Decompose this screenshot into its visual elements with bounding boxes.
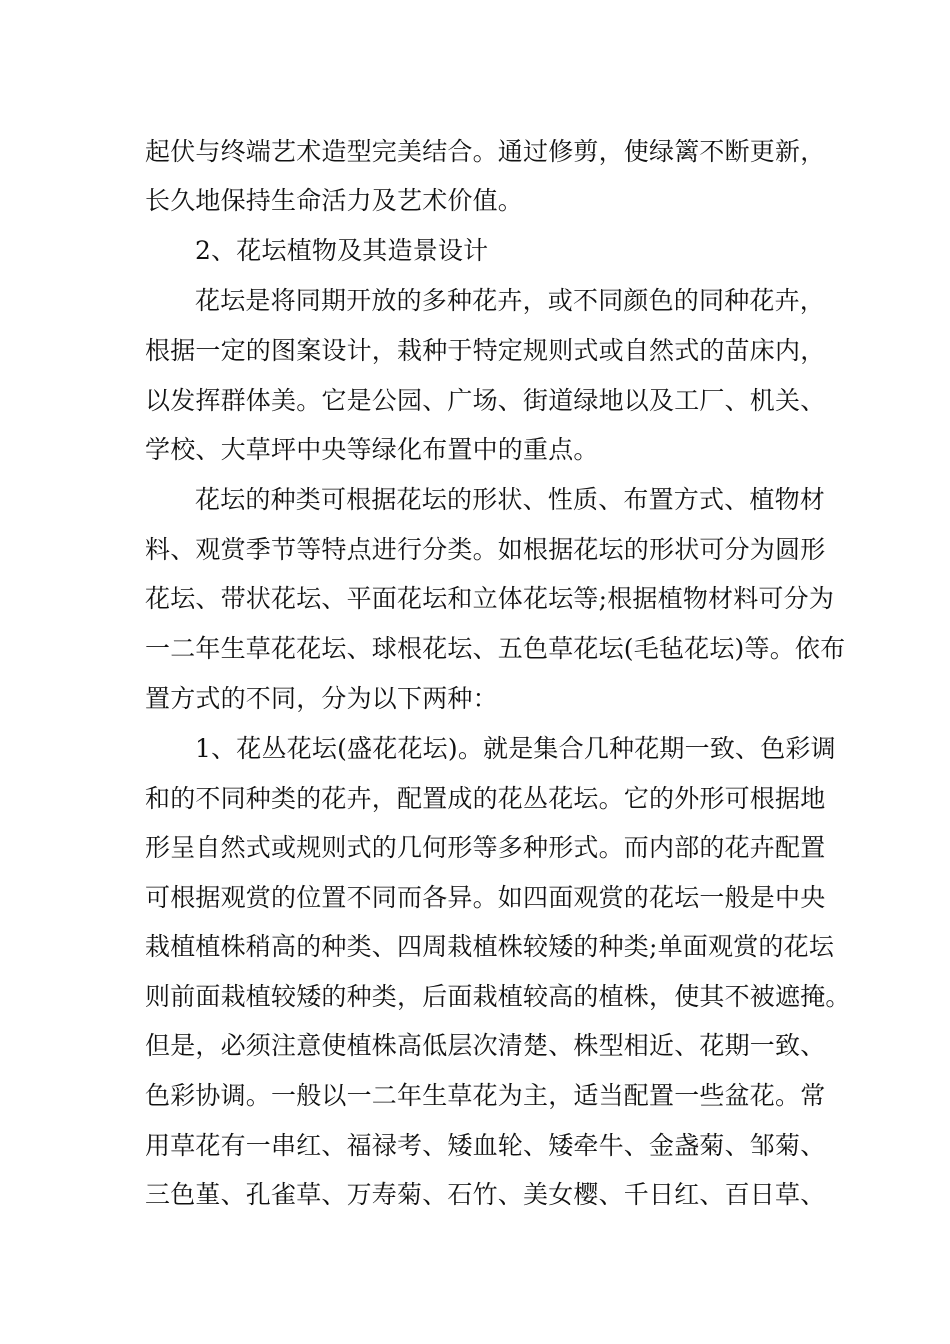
paragraph-line: 以发挥群体美。它是公园、广场、街道绿地以及工厂、机关、 [145, 386, 826, 415]
paragraph-line: 但是，必须注意使植株高低层次清楚、株型相近、花期一致、 [145, 1031, 826, 1060]
paragraph-line: 1、花丛花坛(盛花花坛)。就是集合几种花期一致、色彩调 [195, 734, 836, 763]
paragraph-line: 花坛是将同期开放的多种花卉，或不同颜色的同种花卉， [195, 286, 826, 315]
paragraph-line: 用草花有一串红、福禄考、矮血轮、矮牵牛、金盏菊、邹菊、 [145, 1131, 826, 1160]
paragraph-line: 栽植植株稍高的种类、四周栽植株较矮的种类;单面观赏的花坛 [145, 932, 835, 961]
paragraph-line: 花坛、带状花坛、平面花坛和立体花坛等;根据植物材料可分为 [145, 584, 835, 613]
paragraph-line: 可根据观赏的位置不同而各异。如四面观赏的花坛一般是中央 [145, 883, 826, 912]
paragraph-line: 长久地保持生命活力及艺术价值。 [145, 186, 524, 215]
paragraph-line: 料、观赏季节等特点进行分类。如根据花坛的形状可分为圆形 [145, 535, 826, 564]
paragraph-line: 花坛的种类可根据花坛的形状、性质、布置方式、植物材 [195, 485, 826, 514]
paragraph-line: 色彩协调。一般以一二年生草花为主，适当配置一些盆花。常 [145, 1081, 826, 1110]
paragraph-line: 则前面栽植较矮的种类，后面栽植较高的植株，使其不被遮掩。 [145, 982, 851, 1011]
paragraph-line: 起伏与终端艺术造型完美结合。通过修剪，使绿篱不断更新， [145, 137, 826, 166]
paragraph-line: 一二年生草花花坛、球根花坛、五色草花坛(毛毡花坛)等。依布 [145, 634, 846, 663]
paragraph-line: 形呈自然式或规则式的几何形等多种形式。而内部的花卉配置 [145, 833, 826, 862]
paragraph-line: 学校、大草坪中央等绿化布置中的重点。 [145, 435, 599, 464]
section-heading: 2、花坛植物及其造景设计 [195, 236, 489, 265]
paragraph-line: 和的不同种类的花卉，配置成的花丛花坛。它的外形可根据地 [145, 784, 826, 813]
paragraph-line: 三色堇、孔雀草、万寿菊、石竹、美女樱、千日红、百日草、 [145, 1180, 826, 1209]
paragraph-line: 根据一定的图案设计，栽种于特定规则式或自然式的苗床内， [145, 336, 826, 365]
paragraph-line: 置方式的不同，分为以下两种： [145, 684, 498, 713]
